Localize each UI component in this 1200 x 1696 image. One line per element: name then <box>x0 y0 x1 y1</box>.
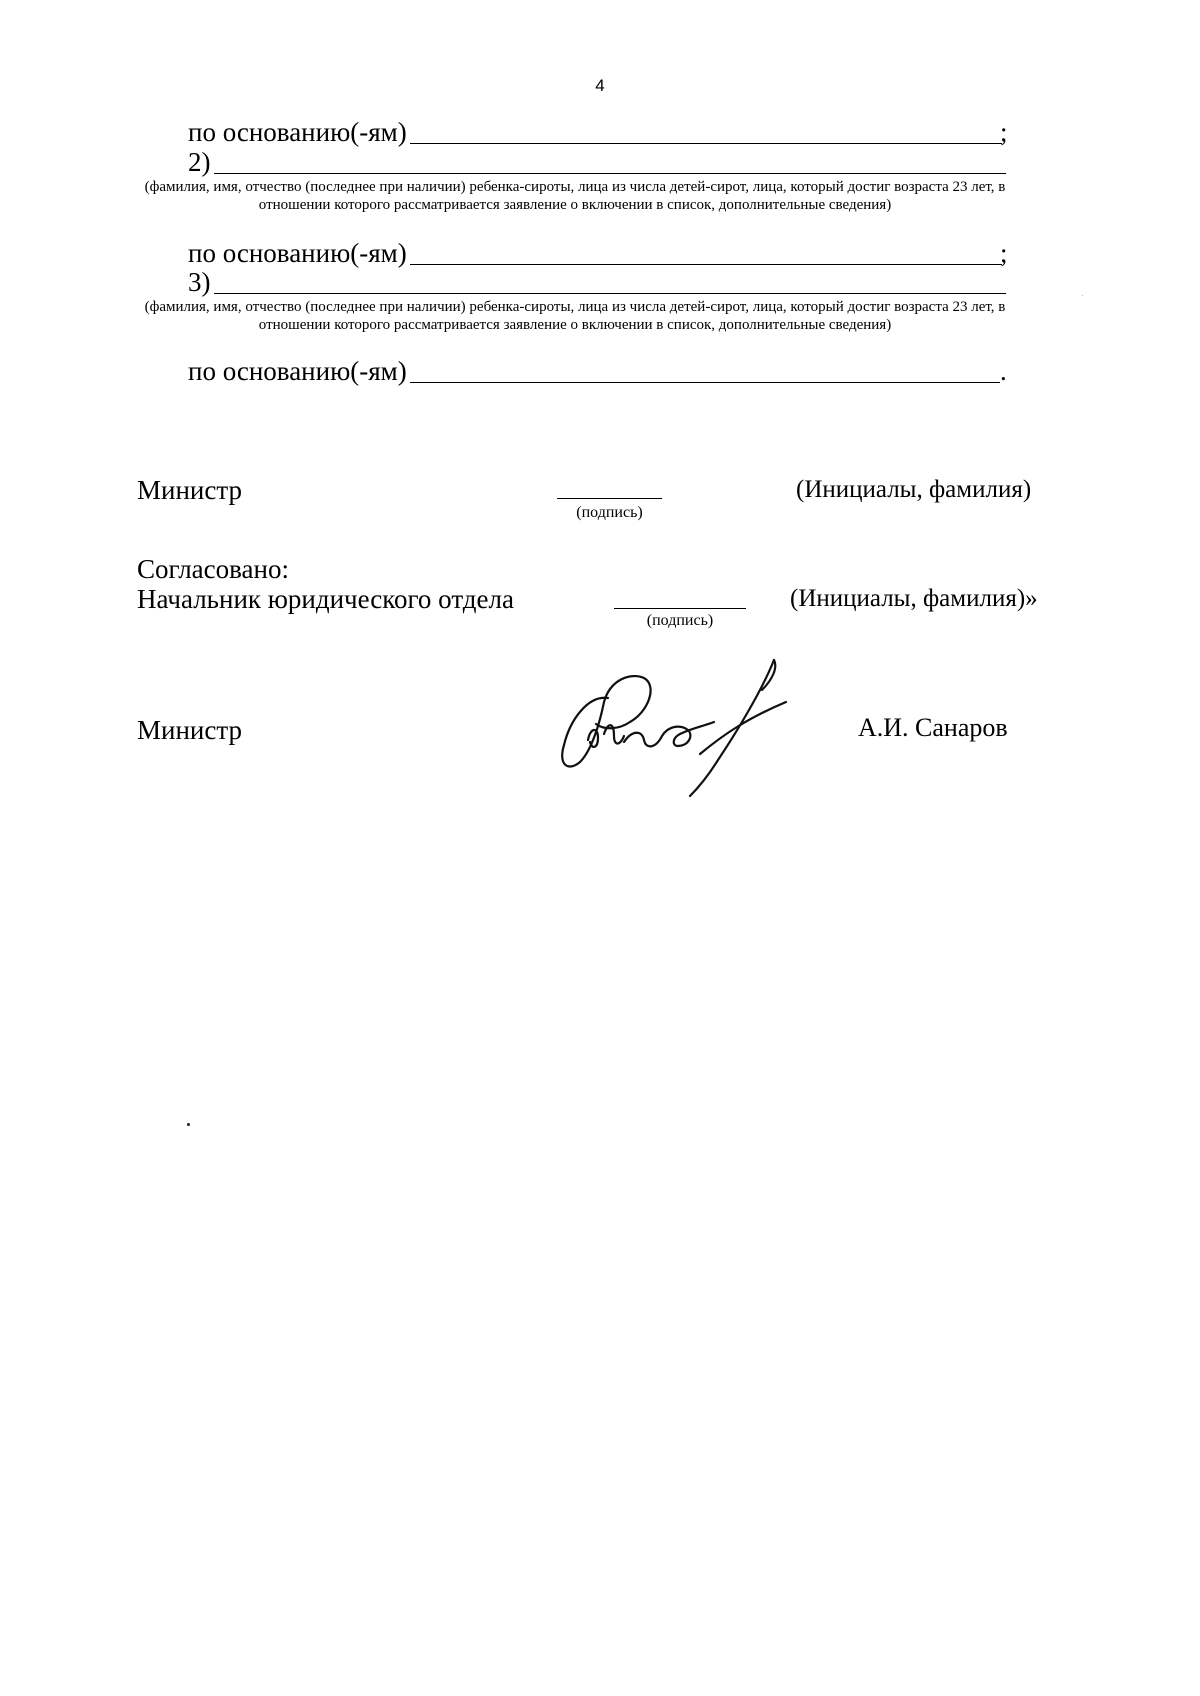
minister-name-placeholder: (Инициалы, фамилия) <box>796 476 1032 503</box>
minister-title-template: Министр <box>137 475 242 505</box>
legal-head-name-placeholder: (Инициалы, фамилия)» <box>790 585 1038 612</box>
entry-hint-2: (фамилия, имя, отчество (последнее при наличии) ребенка-сироты, лица из числа детей-сирот, лица, который достиг возраста 23 лет, в отношении которого рассматривается заявление о включении в список, дополнительные сведения) <box>144 179 1006 213</box>
basis-line-1 <box>410 143 1002 144</box>
basis-end-2: ; <box>1000 238 1008 268</box>
minister-signature-caption: (подпись) <box>576 504 643 521</box>
basis-label-3: по основанию(-ям) <box>188 356 407 386</box>
scan-speck <box>1082 295 1083 296</box>
agreed-label: Согласовано: <box>137 554 289 584</box>
final-minister-title: Министр <box>137 715 242 745</box>
basis-label-2: по основанию(-ям) <box>188 238 407 268</box>
legal-head-title: Начальник юридического отдела <box>137 584 514 614</box>
minister-signature-line <box>557 498 662 499</box>
entry-hint-3: (фамилия, имя, отчество (последнее при наличии) ребенка-сироты, лица из числа детей-сирот, лица, который достиг возраста 23 лет, в отношении которого рассматривается заявление о включении в список, дополнительные сведения) <box>144 299 1006 333</box>
page-number: 4 <box>595 76 605 95</box>
entry-number-3: 3) <box>188 267 211 297</box>
scan-speck <box>187 1123 190 1126</box>
basis-line-2 <box>410 264 1002 265</box>
entry-name-line-2 <box>214 173 1006 174</box>
basis-line-3 <box>410 382 1000 383</box>
legal-head-signature-line <box>614 608 746 609</box>
final-minister-name: А.И. Санаров <box>858 713 1008 742</box>
basis-end-3: . <box>1000 356 1007 386</box>
legal-head-signature-caption: (подпись) <box>646 612 714 629</box>
handwritten-signature <box>548 650 798 800</box>
basis-label-1: по основанию(-ям) <box>188 117 407 147</box>
entry-name-line-3 <box>214 293 1006 294</box>
entry-number-2: 2) <box>188 147 211 177</box>
basis-end-1: ; <box>1000 117 1008 147</box>
